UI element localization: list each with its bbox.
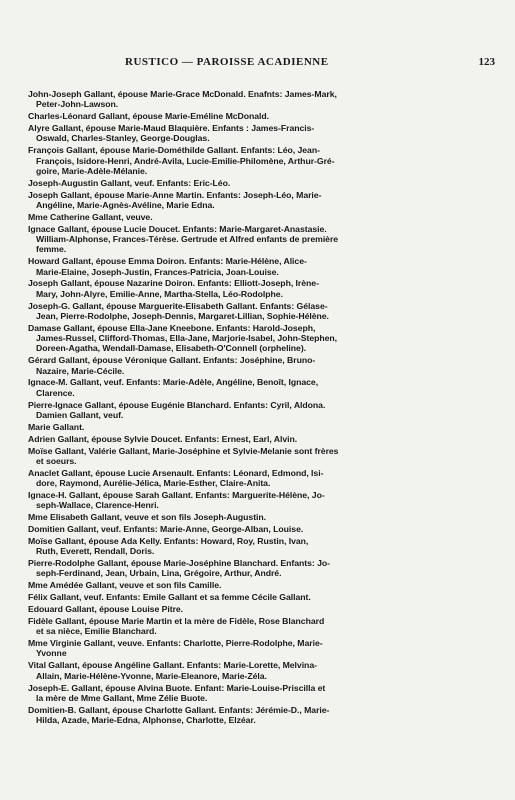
entry-line: Charles-Léonard Gallant, épouse Marie-Eméline McDonald. (28, 111, 270, 122)
family-entry (28, 111, 452, 121)
entry-continuation-line: Clarence. (36, 387, 75, 398)
entry-line: Ignace-M. Gallant, veuf. Enfants: Marie-Adèle, Angéline, Benoît, Ignace, (28, 377, 319, 388)
family-entries-list (28, 89, 452, 727)
entry-line: Ignace Gallant, épouse Lucie Doucet. Enfants: Marie-Margaret-Anastasie. (28, 223, 327, 234)
entry-line: Marie Gallant. (28, 421, 85, 432)
entry-continuation-line: et sa nièce, Emilie Blanchard. (36, 626, 157, 637)
family-entry (28, 446, 452, 467)
entry-line: Mme Elisabeth Gallant, veuve et son fils Joseph-Augustin. (28, 512, 267, 523)
family-entry (28, 616, 452, 637)
entry-line: Domitien Gallant, veuf. Enfants: Marie-Anne, George-Alban, Louise. (28, 524, 304, 535)
family-entry (28, 512, 452, 522)
family-entry (28, 638, 452, 659)
entry-continuation-line: seph-Wallace, Clarence-Henri. (36, 500, 159, 511)
page-number: 123 (478, 56, 495, 68)
family-entry (28, 592, 452, 602)
entry-line: Joseph-Augustin Gallant, veuf. Enfants: Eric-Léo. (28, 177, 231, 188)
family-entry (28, 705, 452, 726)
entry-continuation-line: Yvonne (36, 648, 67, 659)
family-entry (28, 524, 452, 534)
entry-line: Vital Gallant, épouse Angéline Gallant. Enfants: Marie-Lorette, Melvina- (28, 660, 317, 671)
entry-line: Damase Gallant, épouse Ella-Jane Kneebone. Enfants: Harold-Joseph, (28, 322, 316, 333)
entry-line: Pierre-Ignace Gallant, épouse Eugénie Blanchard. Enfants: Cyril, Aldona. (28, 399, 326, 410)
entry-continuation-line: Jean, Pierre-Rodolphe, Joseph-Dennis, Margaret-Lillian, Sophie-Hélène. (36, 310, 329, 321)
family-entry (28, 301, 452, 322)
entry-continuation-line: Allain, Marie-Hélène-Yvonne, Marie-Eleanore, Marie-Zéla. (36, 670, 267, 681)
entry-line: Edouard Gallant, épouse Louise Pitre. (28, 604, 184, 615)
entry-line: Moïse Gallant, Valérie Gallant, Marie-Joséphine et Sylvie-Melanie sont frères (28, 445, 339, 456)
entry-line: Mme Amédée Gallant, veuve et son fils Camille. (28, 580, 222, 591)
family-entry (28, 224, 452, 255)
family-entry (28, 355, 452, 376)
entry-continuation-line: goire, Marie-Adèle-Mélanie. (36, 165, 148, 176)
entry-continuation-line: Mary, John-Alyre, Emilie-Anne, Martha-Stella, Léo-Rodolphe. (36, 288, 283, 299)
family-entry (28, 536, 452, 557)
family-entry (28, 278, 452, 299)
entry-continuation-line: Nazaire, Marie-Cécile. (36, 365, 125, 376)
entry-line: Mme Catherine Gallant, veuve. (28, 211, 153, 222)
entry-continuation-line: Angéline, Marie-Agnès-Avéline, Marie Edna. (36, 199, 215, 210)
entry-continuation-line: la mère de Mme Gallant, Mme Zélie Buote. (36, 692, 208, 703)
entry-line: Ignace-H. Gallant, épouse Sarah Gallant. Enfants: Marguerite-Hélène, Jo- (28, 489, 325, 500)
entry-continuation-line: Damien Gallant, veuf. (36, 409, 124, 420)
family-entry (28, 400, 452, 421)
family-entry (28, 212, 452, 222)
family-entry (28, 604, 452, 614)
family-entry (28, 468, 452, 489)
family-entry (28, 323, 452, 354)
family-entry (28, 683, 452, 704)
entry-line: John-Joseph Gallant, épouse Marie-Grace McDonald. Enafnts: James-Mark, (28, 89, 337, 99)
entry-line: François Gallant, épouse Marie-Dométhilde Gallant. Enfants: Léo, Jean- (28, 145, 320, 156)
family-entry (28, 580, 452, 590)
entry-line: Alyre Gallant, épouse Marie-Maud Blaquière. Enfants : James-Francis- (28, 123, 315, 134)
entry-line: Anaclet Gallant, épouse Lucie Arsenault. Enfants: Léonard, Edmond, Isi- (28, 467, 324, 478)
running-title: RUSTICO — PAROISSE ACADIENNE (125, 56, 329, 68)
entry-line: Joseph-E. Gallant, épouse Alvina Buote. Enfant: Marie-Louise-Priscilla et (28, 682, 326, 693)
entry-line: Gérard Gallant, épouse Véronique Gallant. Enfants: Joséphine, Bruno- (28, 355, 316, 366)
family-entry (28, 123, 452, 144)
entry-line: Joseph Gallant, épouse Marie-Anne Martin. Enfants: Joseph-Léo, Marie- (28, 189, 322, 200)
family-entry (28, 89, 452, 110)
family-entry (28, 422, 452, 432)
entry-continuation-line: William-Alphonse, Frances-Térèse. Gertrude et Alfred enfants de première (36, 234, 339, 245)
entry-continuation-line: Ruth, Everett, Rendall, Doris. (36, 546, 155, 557)
family-entry (28, 558, 452, 579)
entry-continuation-line: James-Russel, Clifford-Thomas, Ella-Jane, Marjorie-Isabel, John-Stephen, (36, 333, 338, 344)
family-entry (28, 256, 452, 277)
entry-line: Joseph Gallant, épouse Nazarine Doiron. Enfants: Elliott-Joseph, Irène- (28, 278, 319, 289)
family-entry (28, 434, 452, 444)
family-entry (28, 178, 452, 188)
family-entry (28, 145, 452, 176)
entry-line: Fidèle Gallant, épouse Marie Martin et la mère de Fidèle, Rose Blanchard (28, 615, 325, 626)
entry-line: Joseph-G. Gallant, épouse Marguerite-Elisabeth Gallant. Enfants: Gélase- (28, 300, 328, 311)
entry-line: Pierre-Rodolphe Gallant, épouse Marie-Joséphine Blanchard. Enfants: Jo- (28, 558, 331, 569)
entry-line: Adrien Gallant, épouse Sylvie Doucet. Enfants: Ernest, Earl, Alvin. (28, 433, 298, 444)
entry-continuation-line: Doreen-Agatha, Wendall-Damase, Elisabeth-O'Connell (orpheline). (36, 343, 307, 354)
entry-line: Félix Gallant, veuf. Enfants: Emile Gallant et sa femme Cécile Gallant. (28, 592, 311, 603)
entry-continuation-line: femme. (36, 244, 67, 255)
entry-line: Mme Virginie Gallant, veuve. Enfants: Charlotte, Pierre-Rodolphe, Marie- (28, 638, 323, 649)
entry-continuation-line: Marie-Elaine, Joseph-Justin, Frances-Patricia, Joan-Louise. (36, 266, 279, 277)
family-entry (28, 660, 452, 681)
entry-continuation-line: François, Isidore-Henri, André-Avila, Lucie-Emilie-Philomène, Arthur-Gré- (36, 155, 335, 166)
entry-line: Domitien-B. Gallant, épouse Charlotte Gallant. Enfants: Jérémie-D., Marie- (28, 704, 330, 715)
entry-continuation-line: dore, Raymond, Aurélie-Jélica, Marie-Esther, Claire-Anita. (36, 478, 271, 489)
family-entry (28, 490, 452, 511)
family-entry (28, 190, 452, 211)
entry-continuation-line: seph-Ferdinand, Jean, Urbain, Lina, Grégoire, Arthur, André. (36, 568, 282, 579)
entry-line: Howard Gallant, épouse Emma Doiron. Enfants: Marie-Hélène, Alice- (28, 256, 307, 267)
entry-line: Moïse Gallant, épouse Ada Kelly. Enfants: Howard, Roy, Rustin, Ivan, (28, 535, 309, 546)
entry-continuation-line: et soeurs. (36, 455, 77, 466)
family-entry (28, 377, 452, 398)
entry-continuation-line: Oswald, Charles-Stanley, George-Douglas. (36, 133, 210, 144)
running-header (125, 56, 495, 70)
entry-continuation-line: Hilda, Azade, Marie-Edna, Alphonse, Charlotte, Elzéar. (36, 715, 256, 726)
entry-continuation-line: Peter-John-Lawson. (36, 99, 119, 110)
